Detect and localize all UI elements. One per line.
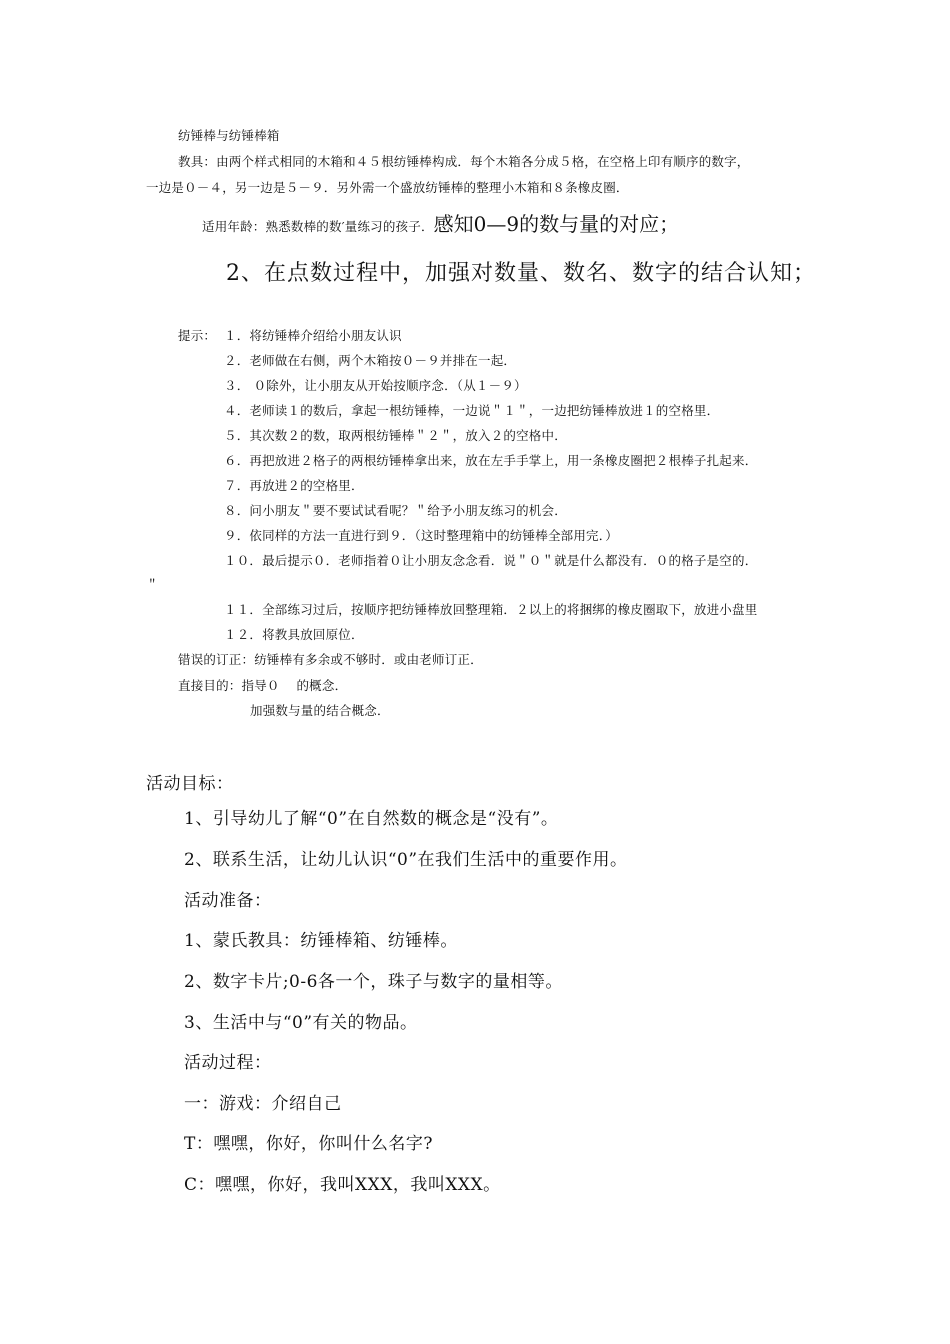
age-row — [202, 212, 679, 236]
materials-line-2: 一边是０－４，另一边是５－９．另外需一个盛放纺锤棒的整理小木箱和８条橡皮圈． — [146, 180, 629, 195]
step-item: １２．将教具放回原位． — [224, 627, 364, 642]
step-item: ４．老师读１的数后，拿起一根纺锤棒，一边说＂１＂，一边把纺锤棒放进１的空格里． — [224, 403, 720, 418]
process-item: C：嘿嘿，你好，我叫XXX，我叫XXX。 — [184, 1175, 501, 1195]
age-goal: 感知0—9的数与量的对应； — [433, 212, 680, 236]
step-item: ２．老师做在右侧，两个木箱按０－９并排在一起． — [224, 353, 517, 368]
age-label: 适用年龄：熟悉数棒的数′量练习的孩子． — [202, 219, 434, 234]
step-item: ７．再放进２的空格里． — [224, 478, 364, 493]
step-item: １１．全部练习过后，按顺序把纺锤棒放回整理箱．２以上的将捆绑的橡皮圈取下，放进小盘里 — [224, 602, 758, 617]
goal-2: 2、在点数过程中，加强对数量、数名、数字的结合认知； — [226, 261, 816, 286]
direct-purpose: 直接目的：指导０ 的概念． — [178, 678, 348, 693]
lesson-title: 纺锤棒与纺锤棒箱 — [178, 128, 280, 143]
goals-heading: 活动目标： — [146, 774, 234, 794]
materials-line-1: 教具：由两个样式相同的木箱和４５根纺锤棒构成．每个木箱各分成５格，在空格上印有顺序的数字， — [178, 154, 750, 169]
step-item: ３． ０除外，让小朋友从开始按顺序念．（从１－９） — [224, 378, 527, 393]
tips-label: 提示： — [178, 328, 217, 343]
process-item: T：嘿嘿，你好，你叫什么名字? — [184, 1134, 433, 1154]
prep-heading: 活动准备： — [184, 891, 272, 911]
process-item: 一：游戏：介绍自己 — [184, 1094, 342, 1114]
step-continuation: ＂ — [146, 577, 159, 592]
step-item: ５．其次数２的数，取两根纺锤棒＂２＂，放入２的空格中． — [224, 428, 567, 443]
goal-item: 1、引导幼儿了解“0”在自然数的概念是“没有”。 — [184, 809, 559, 829]
prep-item: 3、生活中与“0”有关的物品。 — [184, 1013, 418, 1033]
prep-item: 1、蒙氏教具：纺锤棒箱、纺锤棒。 — [184, 931, 458, 951]
step-item: ６．再把放进２格子的两根纺锤棒拿出来，放在左手手掌上，用一条橡皮圈把２根棒子扎起来． — [224, 453, 758, 468]
step-item: ９．依同样的方法一直进行到９．（这时整理箱中的纺锤棒全部用完．） — [224, 528, 618, 543]
goal-item: 2、联系生活，让幼儿认识“0”在我们生活中的重要作用。 — [184, 850, 628, 870]
step-item: ８．问小朋友＂要不要试试看呢？＂给予小朋友练习的机会． — [224, 503, 567, 518]
error-control: 错误的订正：纺锤棒有多余或不够时．或由老师订正． — [178, 652, 483, 667]
direct-purpose-2: 加强数与量的结合概念． — [250, 703, 390, 718]
process-heading: 活动过程： — [184, 1053, 272, 1073]
step-item: １．将纺锤棒介绍给小朋友认识 — [224, 328, 402, 343]
prep-item: 2、数字卡片;0-6各一个，珠子与数字的量相等。 — [184, 972, 563, 992]
step-item: １０．最后提示０．老师指着０让小朋友念念看．说＂０＂就是什么都没有．０的格子是空的． — [224, 553, 758, 568]
